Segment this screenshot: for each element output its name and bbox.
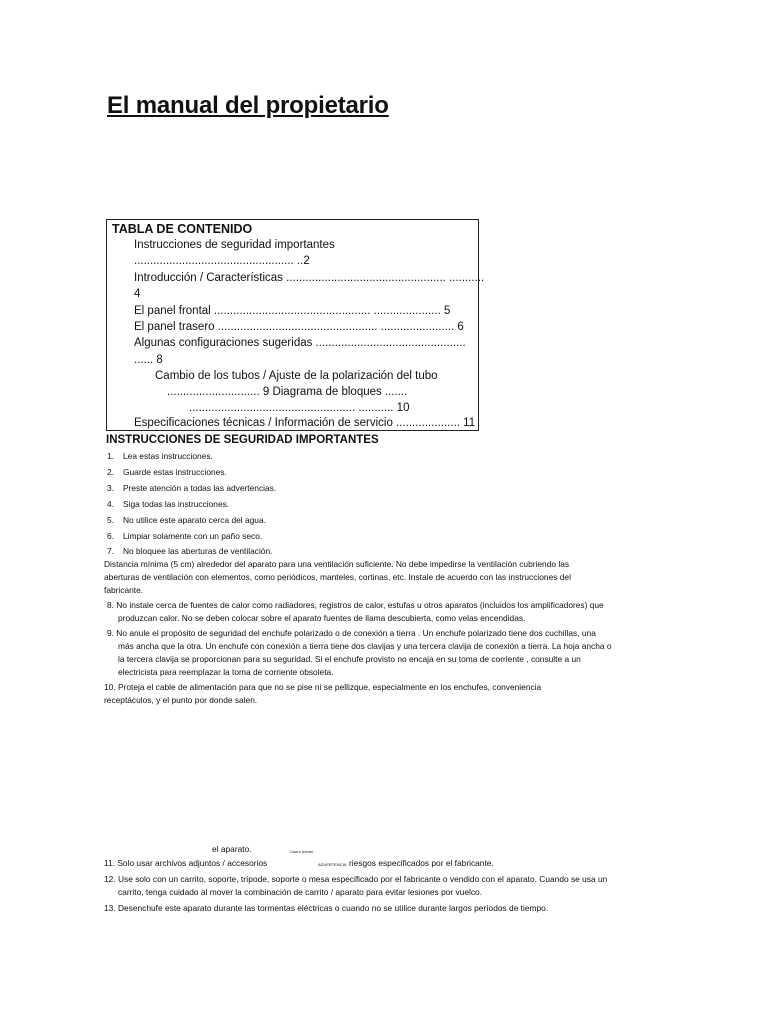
toc-heading: TABLA DE CONTENIDO: [112, 222, 253, 236]
paragraph-line: electricista para reemplazar la toma de corriente obsoleta.: [118, 667, 334, 677]
list-item: 3. Preste atención a todas las advertencias.: [107, 483, 277, 493]
paragraph-line: más ancha que la otra. Un enchufe con conexión a tierra tiene dos clavijas y una tercera clavija de conexión a tierra. La hoja ancha o: [118, 641, 612, 651]
toc-line: Cambio de los tubos / Ajuste de la polarización del tubo: [155, 370, 438, 382]
list-item: 5. No utilice este aparato cerca del agua.: [107, 515, 266, 525]
paragraph-line: aberturas de ventilación con elementos, como periódicos, manteles, cortinas, etc. Instale de acuerdo con las instrucciones del: [104, 572, 571, 582]
list-item: 1. Lea estas instrucciones.: [107, 451, 213, 461]
paragraph-line: 8. No instale cerca de fuentes de calor como radiadores, registros de calor, estufas u otros aparatos (incluidos los amplificadores) que: [107, 600, 604, 610]
paragraph-line: 13. Desenchufe este aparato durante las tormentas eléctricas o cuando no se utilice durante largos períodos de tiempo.: [104, 903, 549, 913]
list-item: 2. Guarde estas instrucciones.: [107, 467, 227, 477]
toc-line: .................................................. ..2: [134, 255, 310, 267]
toc-line: El panel frontal ................................................. ..................... 5: [134, 305, 451, 317]
paragraph-line: 9. No anule el propósito de seguridad del enchufe polarizado o de conexión a tierra . Un enchufe polarizado tiene dos cuchillas, una: [107, 628, 596, 638]
list-item: 7. No bloquee las aberturas de ventilación.: [107, 546, 273, 556]
paragraph-line: 11. Solo usar archivos adjuntos / accesorios: [104, 858, 268, 868]
paragraph-line: receptáculos, y el punto por donde salen.: [104, 695, 258, 705]
tiny-note: Cuero pomel: [290, 849, 313, 854]
toc-line: ...... 8: [134, 354, 163, 366]
list-item: 6. Limpiar solamente con un paño seco.: [107, 531, 263, 541]
paragraph-line: carrito, tenga cuidado al mover la combinación de carrito / aparato para evitar lesiones por vuelco.: [118, 887, 483, 897]
fragment-text: el aparato.: [212, 844, 252, 854]
paragraph-line: 10. Proteja el cable de alimentación para que no se pise ni se pellizque, especialmente en los enchufes, conveniencia: [104, 682, 542, 692]
paragraph-line: la tercera clavija se proporcionan para su seguridad. Si el enchufe provisto no encaja en su toma de corriente , consulte a un: [118, 654, 581, 664]
toc-line: .................................................... ........... 10: [189, 402, 410, 414]
paragraph-line: produzcan calor. No se deben colocar sobre el aparato fuentes de llama descubierta, como velas encendidas.: [118, 613, 526, 623]
toc-line: Algunas configuraciones sugeridas ...............................................: [134, 337, 466, 349]
tiny-note: ADVERTENCIA: [318, 862, 347, 867]
page-title: El manual del propietario: [107, 92, 389, 119]
toc-line: Especificaciones técnicas / Información de servicio .................... 11: [134, 417, 476, 429]
list-item: 4. Siga todas las instrucciones.: [107, 499, 230, 509]
toc-line: ............................. 9 Diagrama de bloques .......: [167, 386, 408, 398]
toc-line: Introducción / Características .................................................. ...........: [134, 272, 485, 284]
paragraph-line: Distancia mínima (5 cm) alrededor del aparato para una ventilación suficiente. No debe impedirse la ventilación cubriendo las: [104, 559, 570, 569]
paragraph-line: fabricante.: [104, 585, 144, 595]
paragraph-line: 12. Use solo con un carrito, soporte, trípode, soporte o mesa especificado por el fabricante o vendido con el aparato. Cuando se usa un: [104, 874, 608, 884]
table-of-contents: [106, 219, 485, 431]
safety-heading: INSTRUCCIONES DE SEGURIDAD IMPORTANTES: [106, 434, 379, 446]
toc-line: 4: [134, 288, 141, 300]
toc-line: El panel trasero .................................................. ....................... 6: [134, 321, 464, 333]
paragraph-line: riesgos especificados por el fabricante.: [349, 858, 494, 868]
toc-line: Instrucciones de seguridad importantes: [134, 239, 335, 251]
